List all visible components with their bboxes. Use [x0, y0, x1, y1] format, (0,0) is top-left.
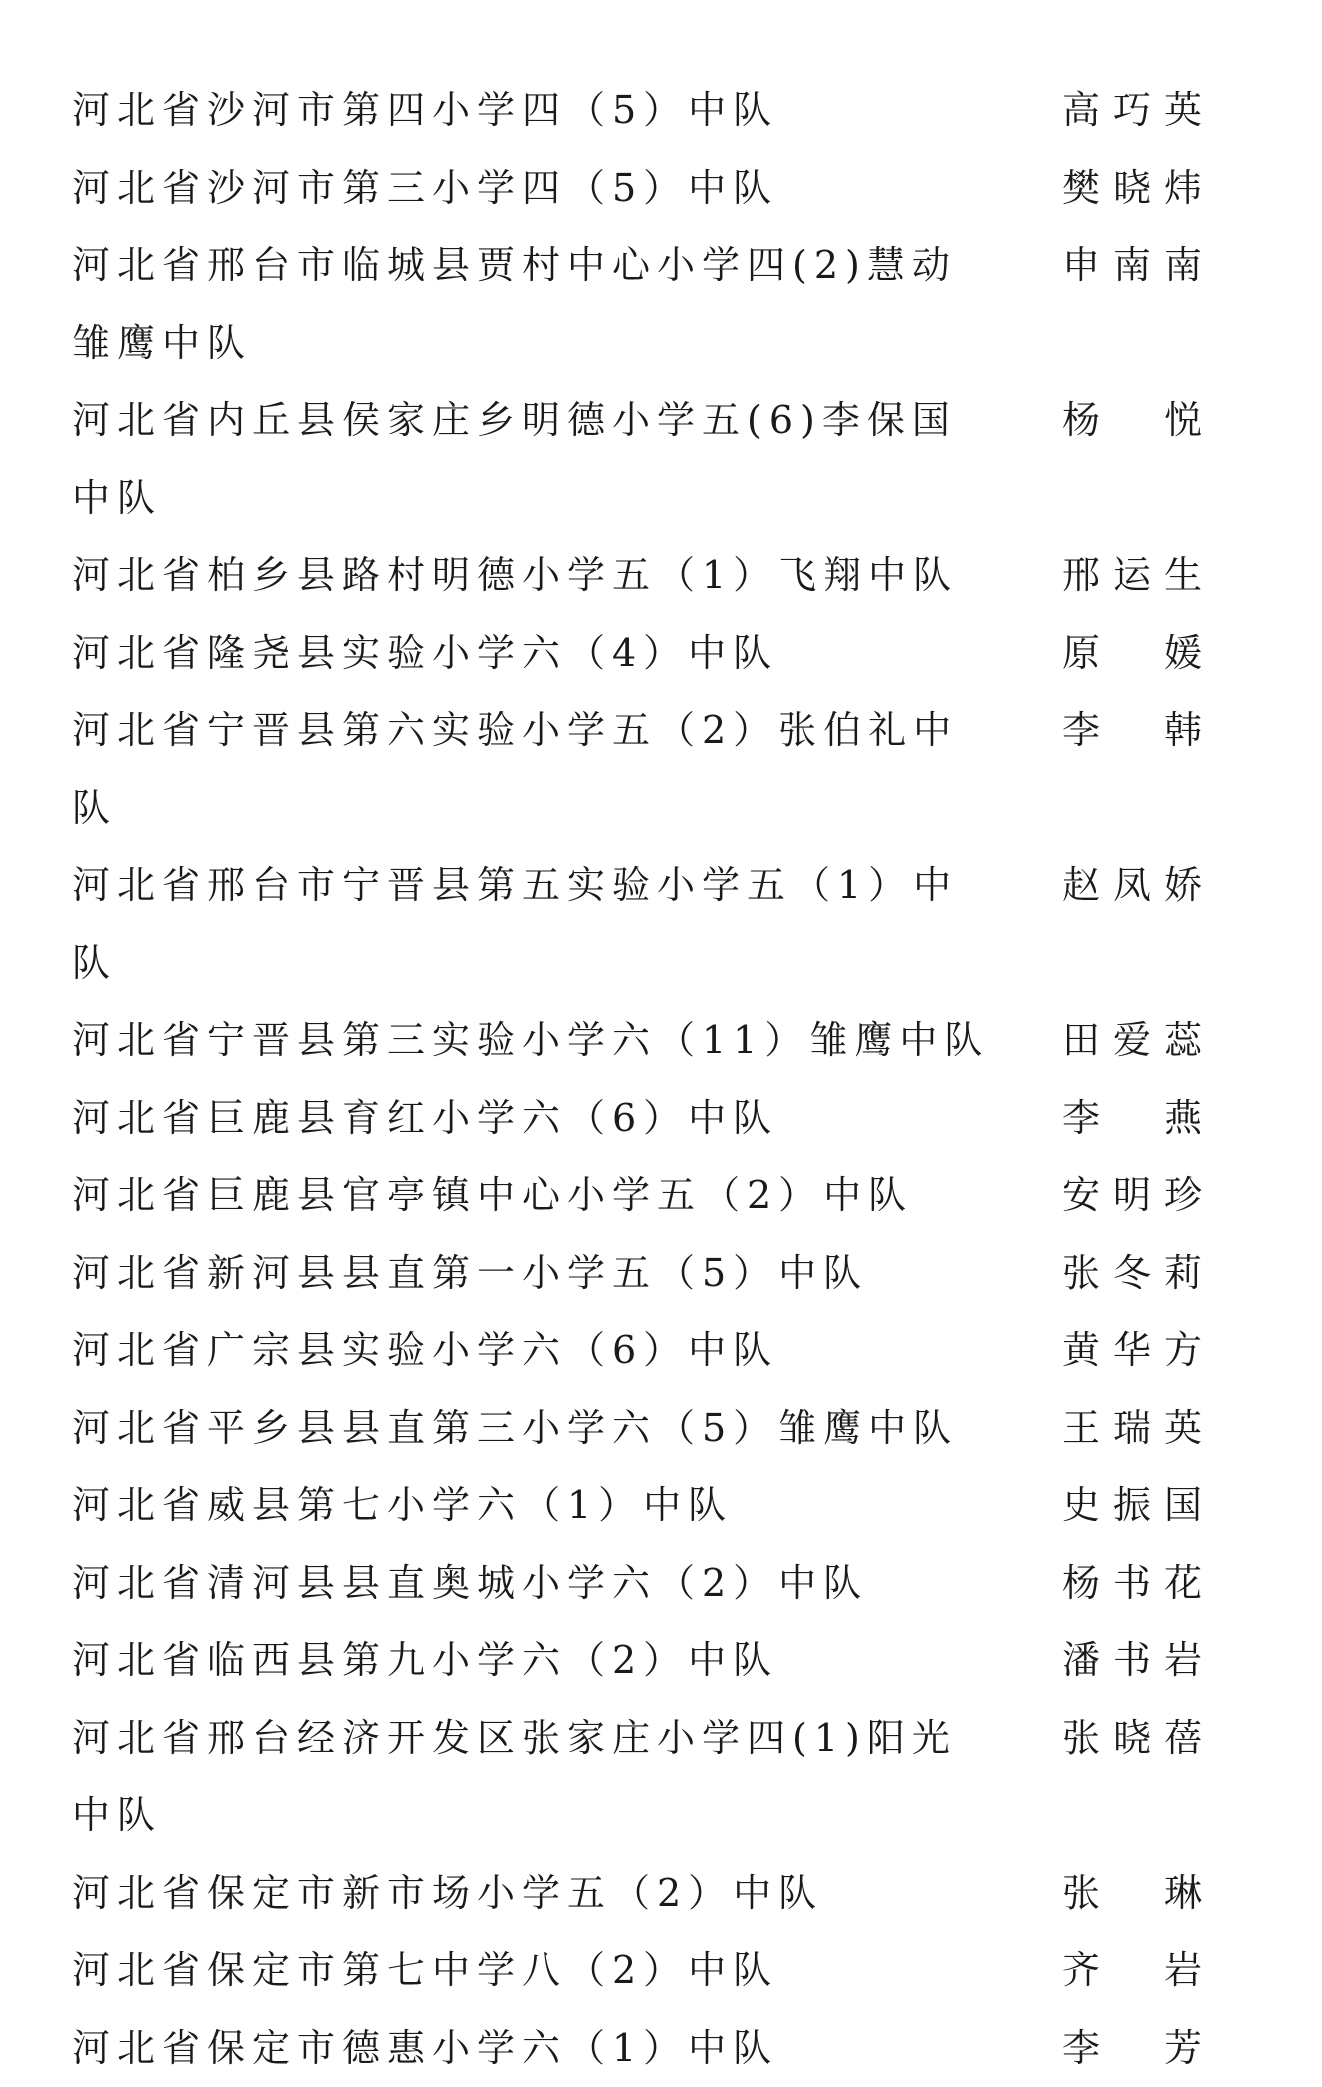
counselor-name: 潘书岩: [1062, 1622, 1202, 1700]
squadron-name: 河北省清河县县直奥城小学六（2）中队: [72, 1545, 992, 1623]
counselor-name: 黄华方: [1062, 1312, 1202, 1390]
list-item: [72, 615, 1202, 693]
counselor-name: 安明珍: [1062, 1157, 1202, 1235]
squadron-name: 河北省平乡县县直第三小学六（5）雏鹰中队: [72, 1390, 992, 1468]
counselor-name: 王瑞英: [1062, 1390, 1202, 1468]
list-item: [72, 1080, 1202, 1158]
counselor-name: 李 韩: [1062, 692, 1202, 770]
squadron-name: 河北省巨鹿县育红小学六（6）中队: [72, 1080, 992, 1158]
counselor-name: 张冬莉: [1062, 1235, 1202, 1313]
squadron-name: 河北省保定市第七中学八（2）中队: [72, 1932, 992, 2010]
counselor-name: 齐 岩: [1062, 1932, 1202, 2010]
squadron-name: 河北省隆尧县实验小学六（4）中队: [72, 615, 992, 693]
counselor-name: 申南南: [1062, 227, 1202, 305]
counselor-name: 张 琳: [1062, 1855, 1202, 1933]
squadron-name: 河北省邢台经济开发区张家庄小学四(1)阳光中队: [72, 1700, 992, 1855]
squadron-name: 河北省威县第七小学六（1）中队: [72, 1467, 992, 1545]
list-item: [72, 1390, 1202, 1468]
counselor-name: 李 芳: [1062, 2010, 1202, 2087]
squadron-name: 河北省新河县县直第一小学五（5）中队: [72, 1235, 992, 1313]
list-item: [72, 227, 1202, 382]
counselor-name: 赵凤娇: [1062, 847, 1202, 925]
squadron-name: 河北省保定市德惠小学六（1）中队: [72, 2010, 992, 2087]
counselor-name: 杨 悦: [1062, 382, 1202, 460]
counselor-name: 原 媛: [1062, 615, 1202, 693]
squadron-name: 河北省邢台市临城县贾村中心小学四(2)慧动雏鹰中队: [72, 227, 992, 382]
counselor-name: 田爱蕊: [1062, 1002, 1202, 1080]
list-item: [72, 150, 1202, 228]
list-item: [72, 1622, 1202, 1700]
list-item: [72, 1855, 1202, 1933]
squadron-name: 河北省柏乡县路村明德小学五（1）飞翔中队: [72, 537, 992, 615]
squadron-name: 河北省巨鹿县官亭镇中心小学五（2）中队: [72, 1157, 992, 1235]
list-item: [72, 1157, 1202, 1235]
counselor-name: 樊晓炜: [1062, 150, 1202, 228]
counselor-name: 杨书花: [1062, 1545, 1202, 1623]
list-item: [72, 1235, 1202, 1313]
squadron-name: 河北省邢台市宁晋县第五实验小学五（1）中队: [72, 847, 992, 1002]
list-item: [72, 692, 1202, 847]
list-item: [72, 382, 1202, 537]
squadron-name: 河北省宁晋县第三实验小学六（11）雏鹰中队: [72, 1002, 992, 1080]
counselor-name: 邢运生: [1062, 537, 1202, 615]
list-item: [72, 2010, 1202, 2087]
counselor-name: 高巧英: [1062, 72, 1202, 150]
squadron-name: 河北省沙河市第三小学四（5）中队: [72, 150, 992, 228]
squadron-name: 河北省宁晋县第六实验小学五（2）张伯礼中队: [72, 692, 992, 847]
list-item: [72, 1467, 1202, 1545]
list-item: [72, 537, 1202, 615]
counselor-name: 史振国: [1062, 1467, 1202, 1545]
list-item: [72, 1002, 1202, 1080]
counselor-name: 张晓蓓: [1062, 1700, 1202, 1778]
list-item: [72, 72, 1202, 150]
list-item: [72, 1932, 1202, 2010]
counselor-name: 李 燕: [1062, 1080, 1202, 1158]
list-item: [72, 1312, 1202, 1390]
squadron-name: 河北省广宗县实验小学六（6）中队: [72, 1312, 992, 1390]
squadron-name: 河北省保定市新市场小学五（2）中队: [72, 1855, 992, 1933]
list-item: [72, 1545, 1202, 1623]
squadron-name: 河北省临西县第九小学六（2）中队: [72, 1622, 992, 1700]
list-item: [72, 1700, 1202, 1855]
squadron-name: 河北省内丘县侯家庄乡明德小学五(6)李保国中队: [72, 382, 992, 537]
squadron-list: [72, 72, 1202, 2087]
list-item: [72, 847, 1202, 1002]
squadron-name: 河北省沙河市第四小学四（5）中队: [72, 72, 992, 150]
